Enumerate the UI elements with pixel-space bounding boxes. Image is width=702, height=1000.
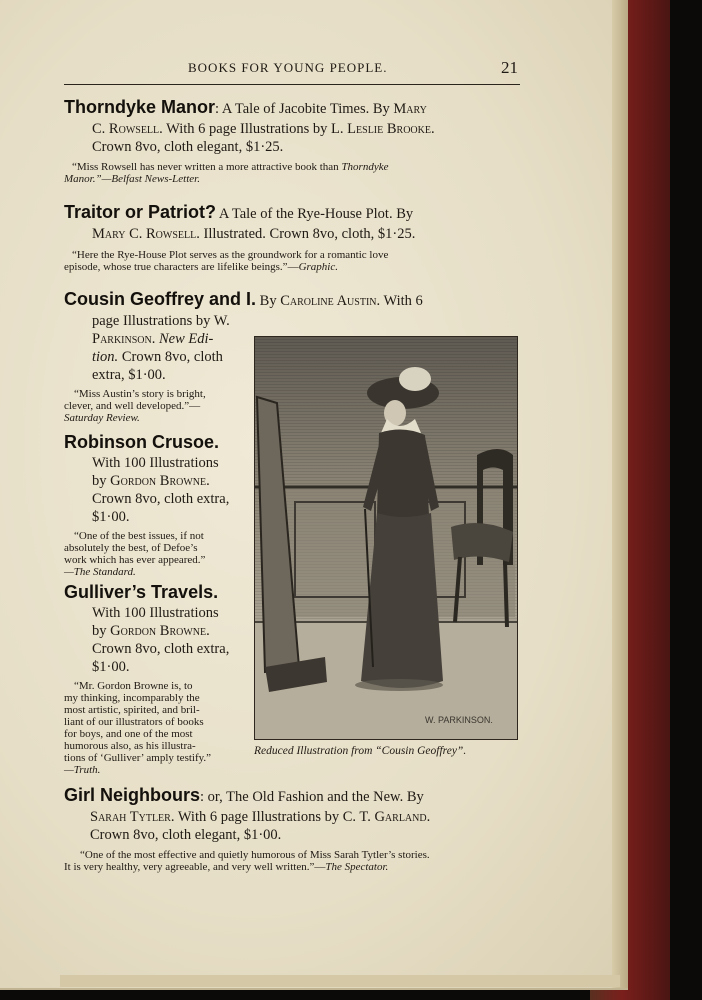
- page-bottom-edge: [60, 975, 620, 987]
- page-fold: [612, 0, 628, 988]
- book-title: Thorndyke Manor: [64, 97, 216, 117]
- entry-thorndyke-manor: Thorndyke Manor: A Tale of Jacobite Times. By Mary C. Rowsell. With 6 page Illustrations by L. Leslie Brooke. Crown 8vo, cloth elegant, $1·25. “Miss Rowsell has never written a more attractive book than Thorndyke Manor.”—Belfast News-Letter.: [64, 97, 435, 185]
- entry-robinson-crusoe: Robinson Crusoe. With 100 Illustrations by Gordon Browne. Crown 8vo, cloth extra, $1·00. “One of the best issues, if not absolutely the best, of Defoe’s work which has ever appeared.” —The Standard.: [64, 432, 230, 578]
- entry-cousin-geoffrey: Cousin Geoffrey and I. By Caroline Austin. With 6 page Illustrations by W. Parkinson. New Edi- tion. Crown 8vo, cloth extra, $1·00. “Miss Austin’s story is bright, clever, and well developed.”— Saturday Review.: [64, 289, 423, 424]
- entry-gullivers-travels: Gulliver’s Travels. With 100 Illustrations by Gordon Browne. Crown 8vo, cloth extra, $1·00. “Mr. Gordon Browne is, to my thinking, incomparably the most artistic, spirited, and bril- liant of our illustrators of books for boys, and one of the most humorous also, as his illustra- tions of ‘Gulliver’ amply testify.” —Truth.: [64, 582, 230, 776]
- illustration-signature: W. PARKINSON.: [425, 715, 493, 725]
- running-title: BOOKS FOR YOUNG PEOPLE.: [188, 60, 388, 75]
- book-title: Gulliver’s Travels.: [64, 582, 219, 602]
- engraving: [255, 337, 517, 739]
- entry-girl-neighbours: Girl Neighbours: or, The Old Fashion and the New. By Sarah Tytler. With 6 page Illustrations by C. T. Garland. Crown 8vo, cloth elegant, $1·00. “One of the most effective and quietly humorous of Miss Sarah Tytler’s stories. It is very healthy, very agreeable, and very well written.”—The Spectator.: [64, 785, 431, 873]
- illustration-caption: Reduced Illustration from “Cousin Geoffrey”.: [254, 745, 467, 757]
- book-title: Traitor or Patriot?: [64, 202, 217, 222]
- book-title: Cousin Geoffrey and I.: [64, 289, 257, 309]
- book-title: Girl Neighbours: [64, 785, 201, 805]
- book-title: Robinson Crusoe.: [64, 432, 220, 452]
- illustration-cousin-geoffrey: [254, 336, 518, 740]
- entry-traitor-or-patriot: Traitor or Patriot? A Tale of the Rye-House Plot. By Mary C. Rowsell. Illustrated. Crown 8vo, cloth, $1·25. “Here the Rye-House Plot serves as the groundwork for a romantic love episode, whose true characters are lifelike beings.”—Graphic.: [64, 202, 416, 273]
- running-head: [64, 58, 520, 85]
- page-number: 21: [501, 58, 518, 77]
